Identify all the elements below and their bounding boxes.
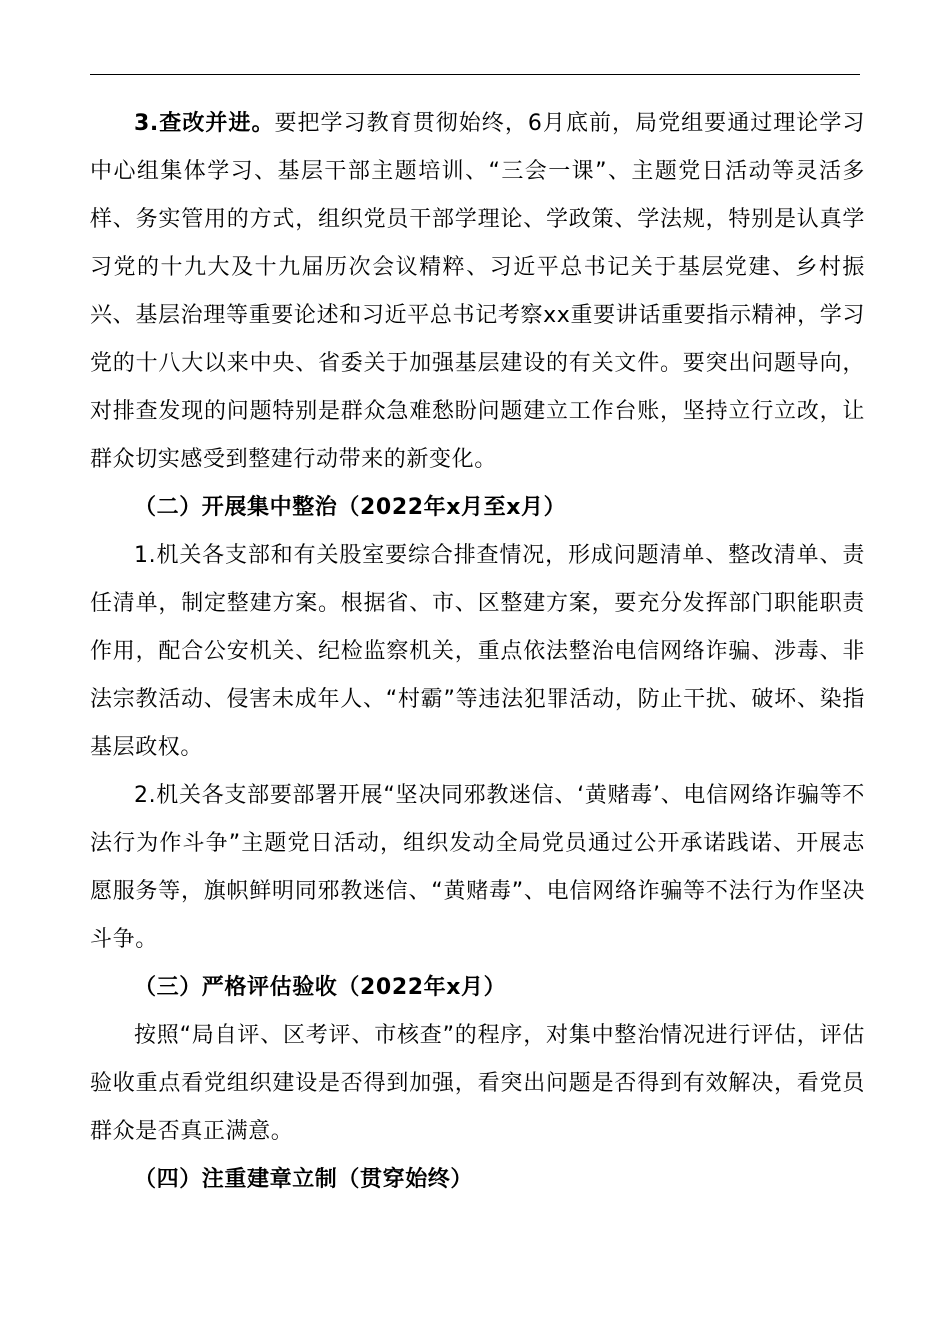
section-heading-evaluation: （三）严格评估验收（2022年x月）: [134, 975, 507, 1000]
section-heading-institution-building: （四）注重建章立制（贯穿始终）: [134, 1167, 474, 1192]
paragraph-text: 要把学习教育贯彻始终，6月底前，局党组要通过理论学习中心组集体学习、基层干部主题培训、“三会一课”、主题党日活动等灵活多样、务实管用的方式，组织党员干部学理论、学政策、学法规，特别是认真学习党的十九大及十九届历次会议精粹、习近平总书记关于基层党建、乡村振兴、基层治理等重要论述和习近平总书记考察xx重要讲话重要指示精神，学习党的十八大以来中央、省委关于加强基层建设的有关文件。要突出问题导向，对排查发现的问题特别是群众急难愁盼问题建立工作台账，坚持立行立改，让群众切实感受到整建行动带来的新变化。: [90, 111, 865, 472]
header-rule: [90, 74, 860, 75]
paragraph-lead: 3.查改并进。: [134, 111, 275, 136]
paragraph-check-and-rectify: [90, 100, 865, 484]
paragraph-item-1: 1.机关各支部和有关股室要综合排查情况，形成问题清单、整改清单、责任清单，制定整建方案。根据省、市、区整建方案，要充分发挥部门职能职责作用，配合公安机关、纪检监察机关，重点依法整治电信网络诈骗、涉毒、非法宗教活动、侵害未成年人、“村霸”等违法犯罪活动，防止干扰、破坏、染指基层政权。: [90, 543, 865, 760]
document-body: [90, 100, 865, 1204]
paragraph-evaluation: 按照“局自评、区考评、市核查”的程序，对集中整治情况进行评估，评估验收重点看党组织建设是否得到加强，看突出问题是否得到有效解决，看党员群众是否真正满意。: [90, 1023, 865, 1144]
section-heading-centralized-rectification: （二）开展集中整治（2022年x月至x月）: [134, 495, 567, 520]
paragraph-item-2: 2.机关各支部要部署开展“坚决同邪教迷信、‘黄赌毒’、电信网络诈骗等不法行为作斗争”主题党日活动，组织发动全局党员通过公开承诺践诺、开展志愿服务等，旗帜鲜明同邪教迷信、“黄赌毒”、电信网络诈骗等不法行为作坚决斗争。: [90, 783, 865, 952]
